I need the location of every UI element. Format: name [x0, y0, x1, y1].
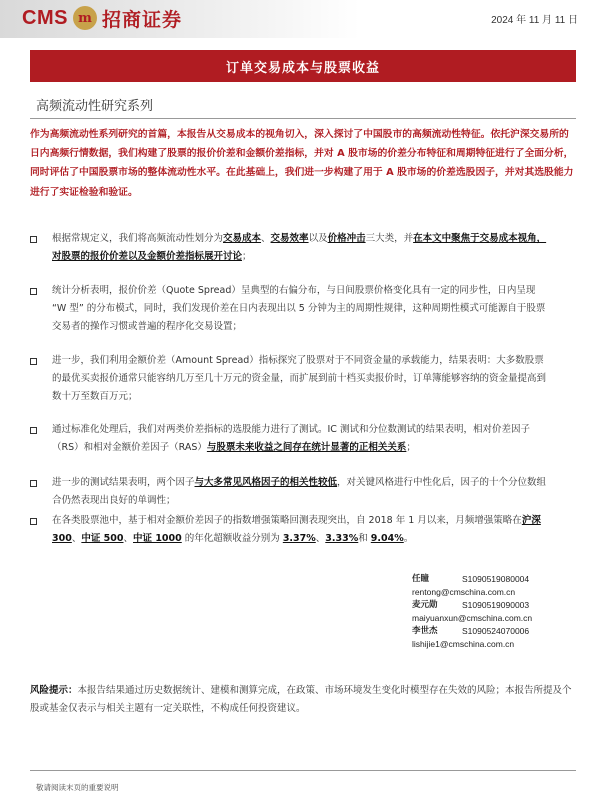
- bullet-text: 三大类，并: [365, 233, 414, 244]
- bullet-text: 和: [358, 533, 371, 544]
- risk-warning: [30, 682, 576, 717]
- bullet-text: 根据常规定义，我们将高频流动性划分为: [52, 233, 224, 244]
- key-term: 与大多常见风格因子的相关性较低: [194, 477, 338, 488]
- divider: [30, 118, 576, 119]
- analyst-name: 麦元勋: [412, 600, 438, 610]
- bullet-square-icon: [30, 236, 37, 243]
- bullet-text: 、: [315, 533, 326, 544]
- analyst-email[interactable]: lishijie1@cmschina.com.cn: [412, 639, 515, 649]
- report-title: 订单交易成本与股票收益: [30, 50, 576, 82]
- risk-label: 风险提示：: [30, 685, 78, 696]
- bullet-text: 在各类股票池中，基于相对金额价差因子的指数增强策略回测表现突出，自 2018 年 1 月以来，月频增强策略在: [52, 515, 522, 526]
- logo-text-en: CMS: [22, 6, 68, 29]
- bullet-item: [30, 230, 576, 266]
- bullet-item: [30, 352, 576, 406]
- series-name: 高频流动性研究系列: [36, 99, 154, 114]
- key-term: 沪深 300: [52, 515, 541, 544]
- bullet-text: ；: [406, 442, 416, 453]
- key-term: 价格冲击: [327, 233, 366, 244]
- analyst-id: S1090524070006: [462, 626, 530, 636]
- abstract-tail-text: 在此基础上，我们进一步构建了用于 A 股市场的价差选股因子，并对其选股能力进行了实证检验和验证。: [30, 167, 574, 198]
- key-term: 9.04%: [370, 533, 404, 544]
- bullet-text: ；: [242, 251, 252, 262]
- bullet-text: 、: [261, 233, 271, 244]
- footer-divider: [30, 770, 576, 771]
- analyst-id: S1090519080004: [462, 574, 530, 584]
- bullet-text: 通过标准化处理后，我们对两类价差指标的选股能力进行了测试。IC 测试和分位数测试的结果表明，相对价差因子（RS）和相对金额价差因子（RAS）: [52, 424, 530, 453]
- bullet-item: [30, 282, 576, 336]
- risk-text: 本报告结果通过历史数据统计、建模和测算完成，在政策、市场环境发生变化时模型存在失效的风险；本报告所提及个股或基金仅表示与相关主题有一定关联性，不构成任何投资建议。: [30, 685, 572, 714]
- bullet-text: 的年化超额收益分别为: [181, 533, 283, 544]
- analyst-contacts: [412, 573, 582, 651]
- bullet-square-icon: [30, 427, 37, 434]
- bullet-square-icon: [30, 480, 37, 487]
- bullet-text: 、: [123, 533, 134, 544]
- cms-logo: [22, 4, 182, 32]
- report-date: 2024 年 11 月 11 日: [491, 15, 578, 26]
- analyst-id: S1090519090003: [462, 600, 530, 610]
- abstract-bold-text: 作为高频流动性系列研究的首篇，本报告从交易成本的视角切入，深入探讨了中国股市的高频流动性特征。依托沪深交易所的日内高频行情数据，我们构建了股票的报价价差和金额价差指标，并对 A 股市场的价差分布特征和周期特征进行了全面分析，同时评估了中国股票市场的整体流动性水平。: [30, 129, 574, 179]
- key-term: 3.33%: [325, 533, 359, 544]
- bullet-square-icon: [30, 358, 37, 365]
- analyst-name: 李世杰: [412, 626, 438, 636]
- key-term: 交易效率: [270, 233, 309, 244]
- bullet-text: 。: [403, 533, 414, 544]
- bullet-text: 以及: [308, 233, 328, 244]
- bullet-square-icon: [30, 518, 37, 525]
- analyst-email[interactable]: maiyuanxun@cmschina.com.cn: [412, 613, 533, 623]
- key-term: 交易成本: [223, 233, 262, 244]
- analyst-name: 任瞳: [412, 574, 430, 584]
- bullet-text: 、: [71, 533, 82, 544]
- footer-note: 敬请阅读末页的重要说明: [36, 783, 119, 792]
- key-term: 3.37%: [282, 533, 316, 544]
- key-term: 中证 500: [81, 533, 124, 544]
- logo-mark-icon: m: [73, 6, 97, 30]
- logo-text-cn: 招商证券: [101, 8, 182, 31]
- analyst-email[interactable]: rentong@cmschina.com.cn: [412, 587, 516, 597]
- key-term: 与股票未来收益之间存在统计显著的正相关关系: [206, 442, 407, 453]
- key-term: 中证 1000: [133, 533, 182, 544]
- bullet-text: 进一步的测试结果表明，两个因子: [52, 477, 195, 488]
- bullet-text: ，对关键风格进行中性化后，因子的十个分位数组合仍然表现出良好的单调性；: [52, 477, 547, 506]
- abstract: [30, 125, 576, 202]
- bullet-square-icon: [30, 288, 37, 295]
- bullet-text: 进一步，我们利用金额价差（Amount Spread）指标探究了股票对于不同资金量的承载能力，结果表明：大多数股票的最优买卖报价通常只能容纳几万至几十万元的资金量，而扩展到前十档买卖报价时，订单簿能够容纳的资金量提高到数十万至数百万元；: [52, 355, 547, 402]
- bullet-text: 统计分析表明，报价价差（Quote Spread）呈典型的右偏分布，与日间股票价格变化具有一定的同步性，日内呈现 “W 型” 的分布模式，同时，我们发现价差在日内表现出以 5 分钟为主的周期性规律，这种周期性模式可能源自于股票交易者的操作习惯或普遍的程序化交易设置；: [52, 285, 546, 332]
- key-term: 在本文中聚焦于交易成本视角，对股票的报价价差以及金额价差指标展开讨论: [52, 233, 547, 262]
- bullet-item: [30, 512, 576, 548]
- bullet-item: [30, 474, 576, 510]
- bullet-item: [30, 421, 576, 457]
